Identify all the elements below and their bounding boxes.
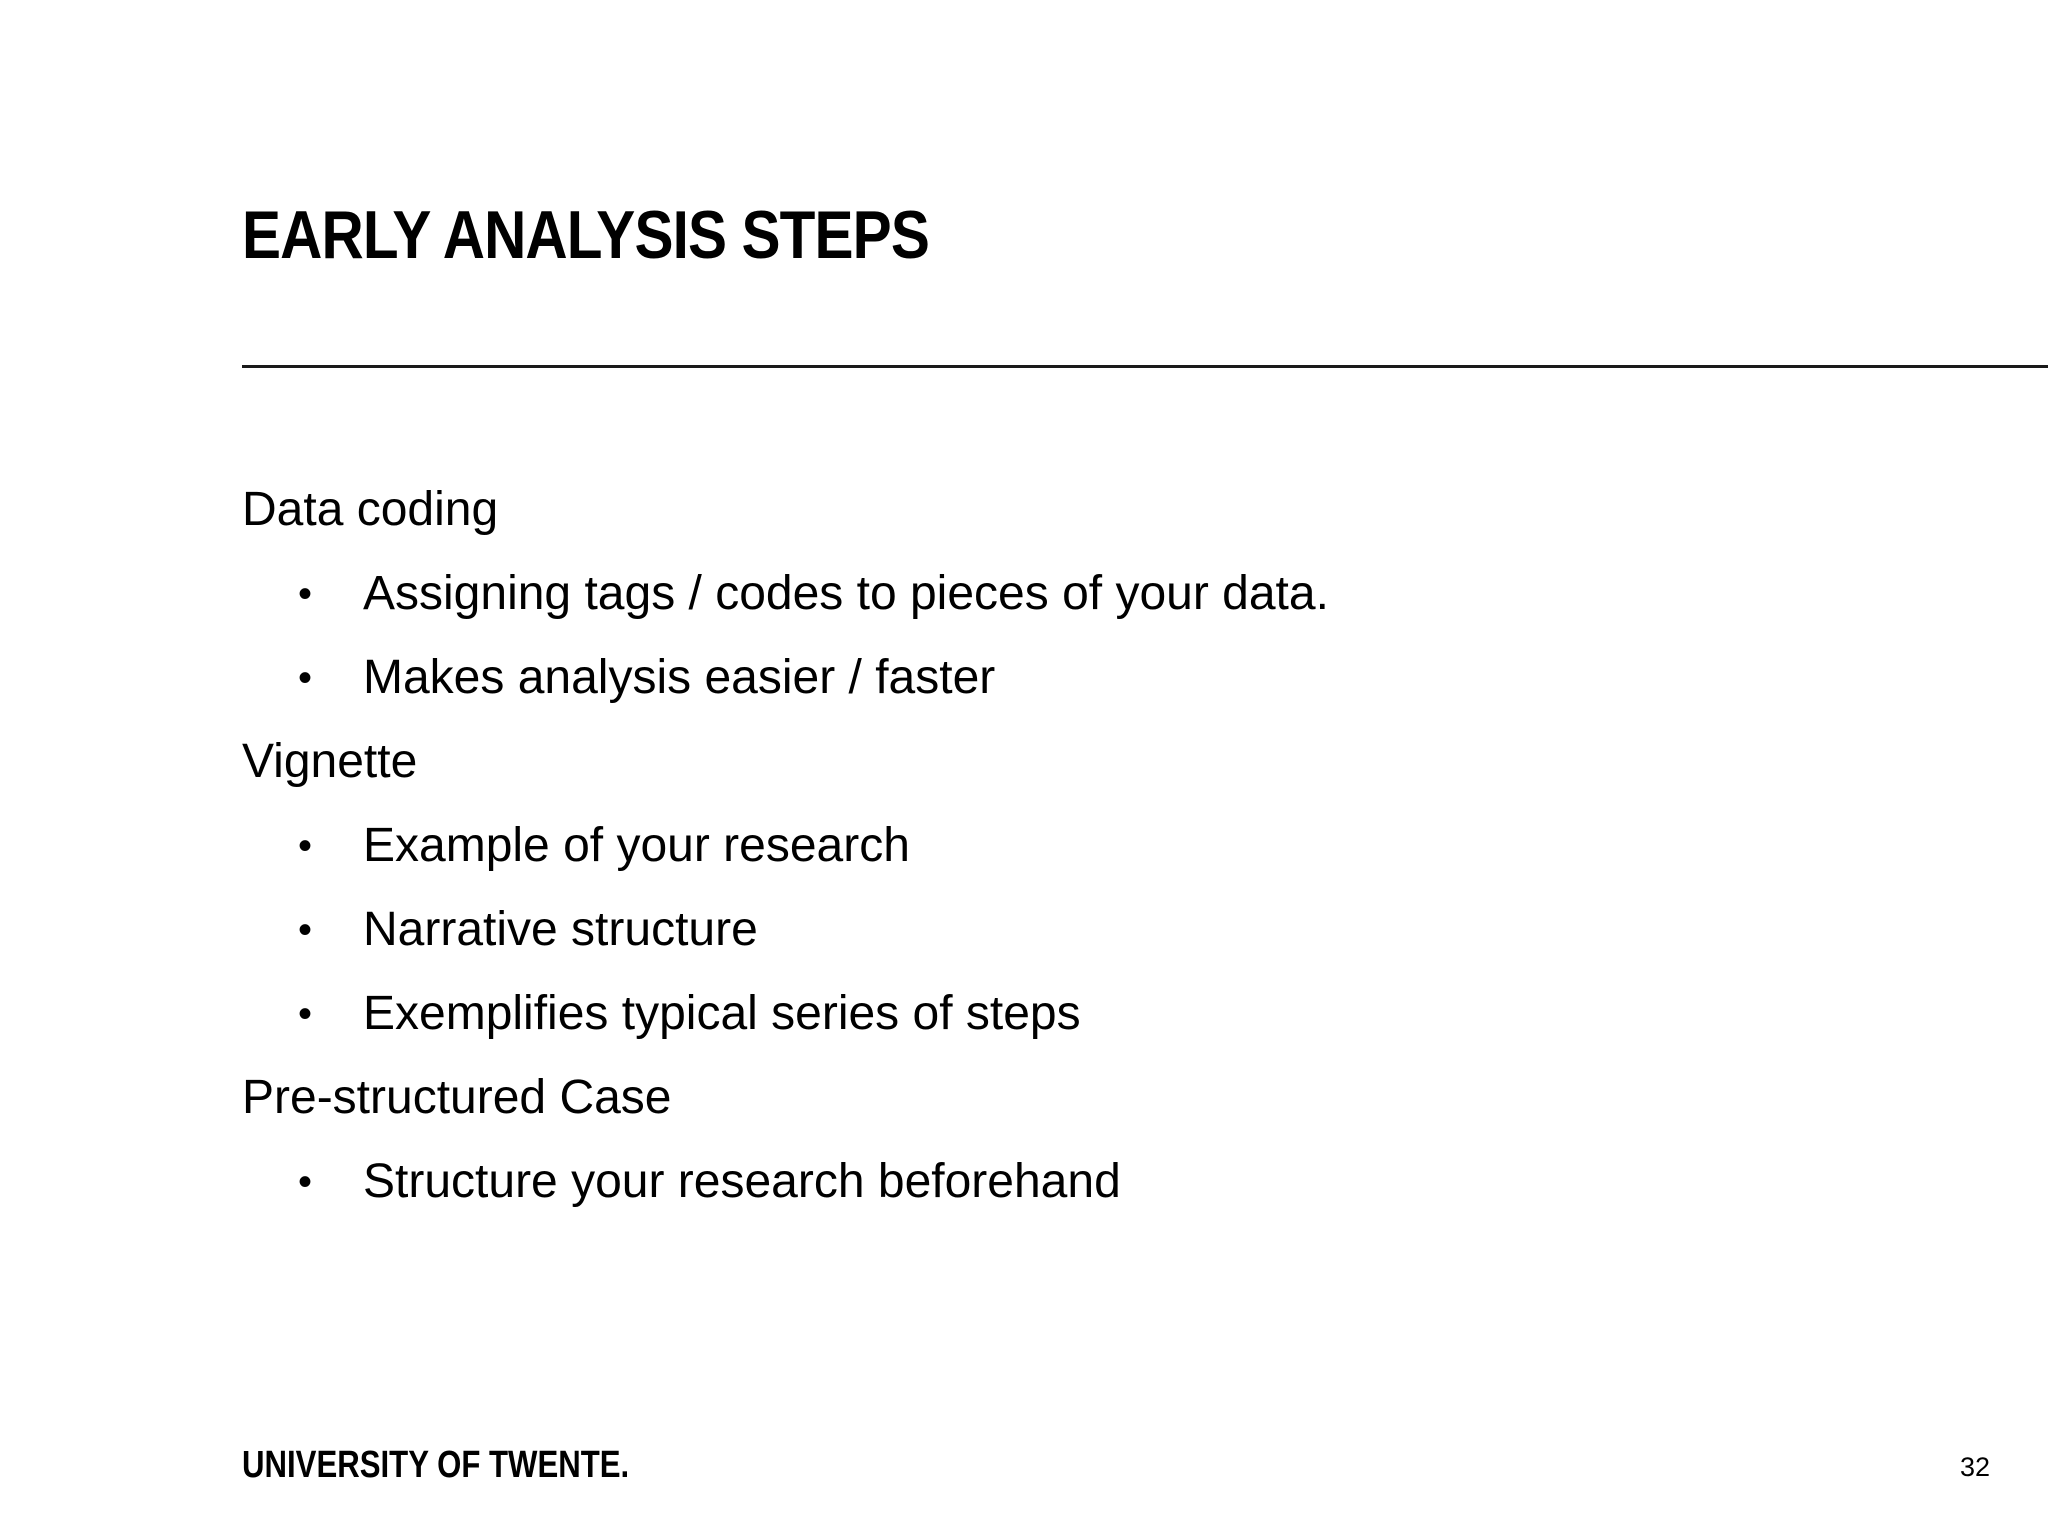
bullet-item	[242, 888, 1942, 972]
bullet-icon: •	[298, 908, 313, 952]
section-pre-structured-case	[242, 1056, 1942, 1224]
section-vignette	[242, 720, 1942, 1056]
section-heading: Pre-structured Case	[242, 1071, 672, 1124]
bullet-icon: •	[298, 572, 313, 616]
section-heading: Vignette	[242, 735, 418, 788]
bullet-text: Structure your research beforehand	[363, 1155, 1121, 1208]
bullet-text: Narrative structure	[363, 903, 758, 956]
university-logo: UNIVERSITY OF TWENTE.	[242, 1444, 630, 1486]
bullet-list	[242, 1140, 1942, 1224]
bullet-icon: •	[298, 1160, 313, 1204]
bullet-list	[242, 804, 1942, 1056]
bullet-item	[242, 972, 1942, 1056]
bullet-text: Makes analysis easier / faster	[363, 651, 996, 704]
section-heading: Data coding	[242, 483, 499, 536]
bullet-text: Exemplifies typical series of steps	[363, 987, 1081, 1040]
section-data-coding	[242, 468, 1942, 720]
bullet-icon: •	[298, 656, 313, 700]
bullet-text: Assigning tags / codes to pieces of your data.	[363, 567, 1329, 620]
page-number: 32	[1959, 1452, 1990, 1482]
bullet-item	[242, 804, 1942, 888]
bullet-item	[242, 1140, 1942, 1224]
bullet-text: Example of your research	[363, 819, 910, 872]
bullet-list	[242, 552, 1942, 720]
bullet-item	[242, 636, 1942, 720]
slide-content	[242, 468, 1942, 1224]
title-divider	[242, 365, 2048, 368]
slide-title: EARLY ANALYSIS STEPS	[242, 197, 929, 273]
bullet-icon: •	[298, 824, 313, 868]
bullet-icon: •	[298, 992, 313, 1036]
bullet-item	[242, 552, 1942, 636]
